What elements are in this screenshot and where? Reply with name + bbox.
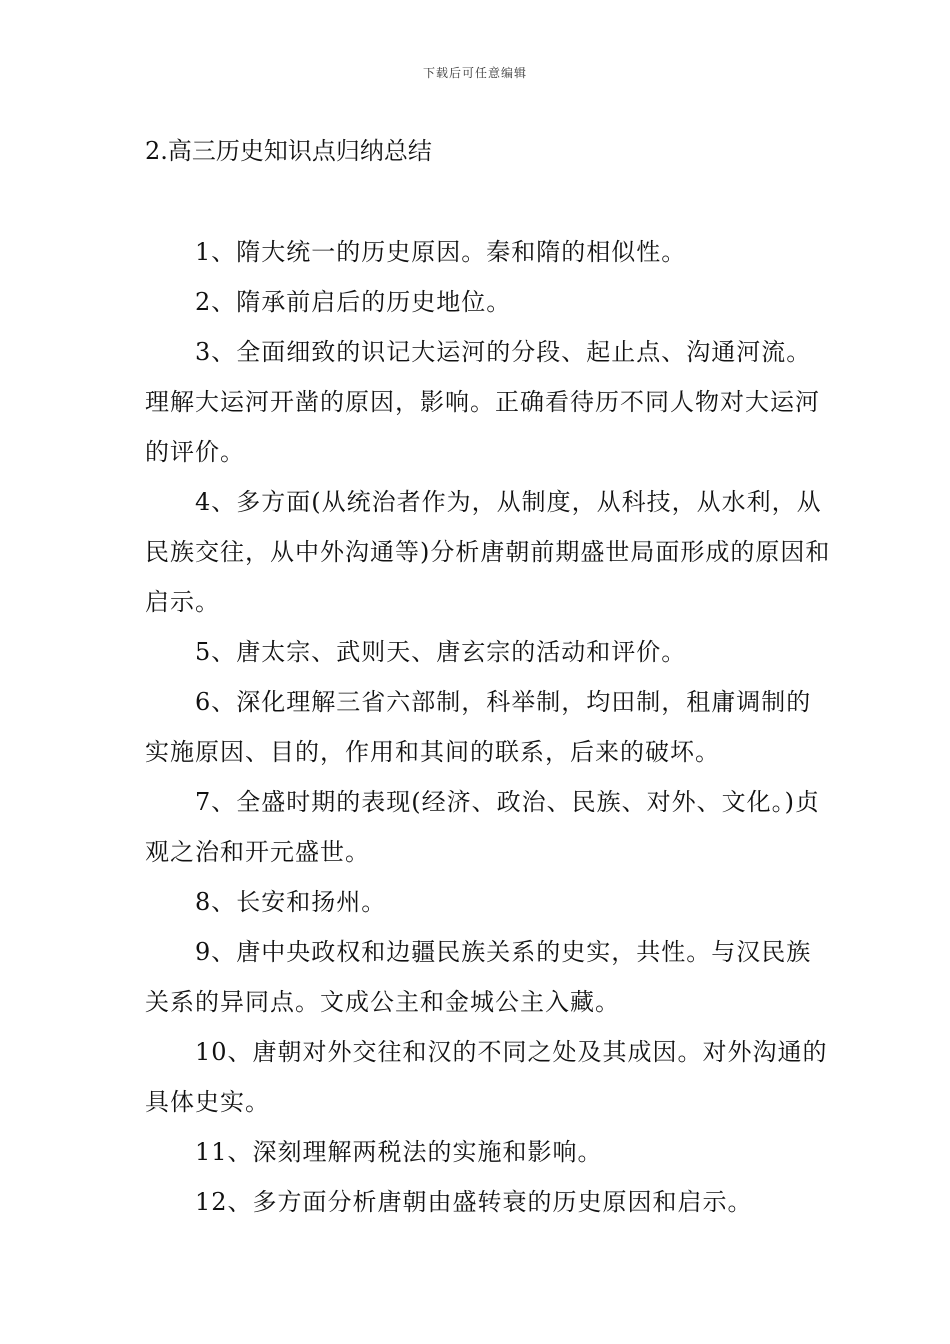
list-item-6: 6、深化理解三省六部制，科举制，均田制，租庸调制的实施原因、目的，作用和其间的联系，后来的破坏。	[145, 688, 812, 766]
list-item-11: 11、深刻理解两税法的实施和影响。	[195, 1138, 603, 1166]
list-item-2: 2、隋承前启后的历史地位。	[195, 288, 512, 316]
page-header-note: 下载后可任意编辑	[422, 66, 527, 80]
list-item-4: 4、多方面(从统治者作为，从制度，从科技，从水利，从民族交往，从中外沟通等)分析唐朝前期盛世局面形成的原因和启示。	[145, 488, 831, 616]
list-item-9: 9、唐中央政权和边疆民族关系的史实，共性。与汉民族关系的异同点。文成公主和金城公主入藏。	[145, 938, 812, 1016]
document-title: 2.高三历史知识点归纳总结	[145, 137, 432, 165]
list-item-10: 10、唐朝对外交往和汉的不同之处及其成因。对外沟通的具体史实。	[145, 1038, 828, 1116]
list-item-5: 5、唐太宗、武则天、唐玄宗的活动和评价。	[195, 638, 687, 666]
list-item-3: 3、全面细致的识记大运河的分段、起止点、沟通河流。理解大运河开凿的原因，影响。正确看待历不同人物对大运河的评价。	[145, 338, 820, 466]
list-item-7: 7、全盛时期的表现(经济、政治、民族、对外、文化。)贞观之治和开元盛世。	[145, 788, 820, 866]
list-item-1: 1、隋大统一的历史原因。秦和隋的相似性。	[195, 238, 687, 266]
list-item-8: 8、长安和扬州。	[195, 888, 387, 916]
list-item-12: 12、多方面分析唐朝由盛转衰的历史原因和启示。	[195, 1188, 753, 1216]
